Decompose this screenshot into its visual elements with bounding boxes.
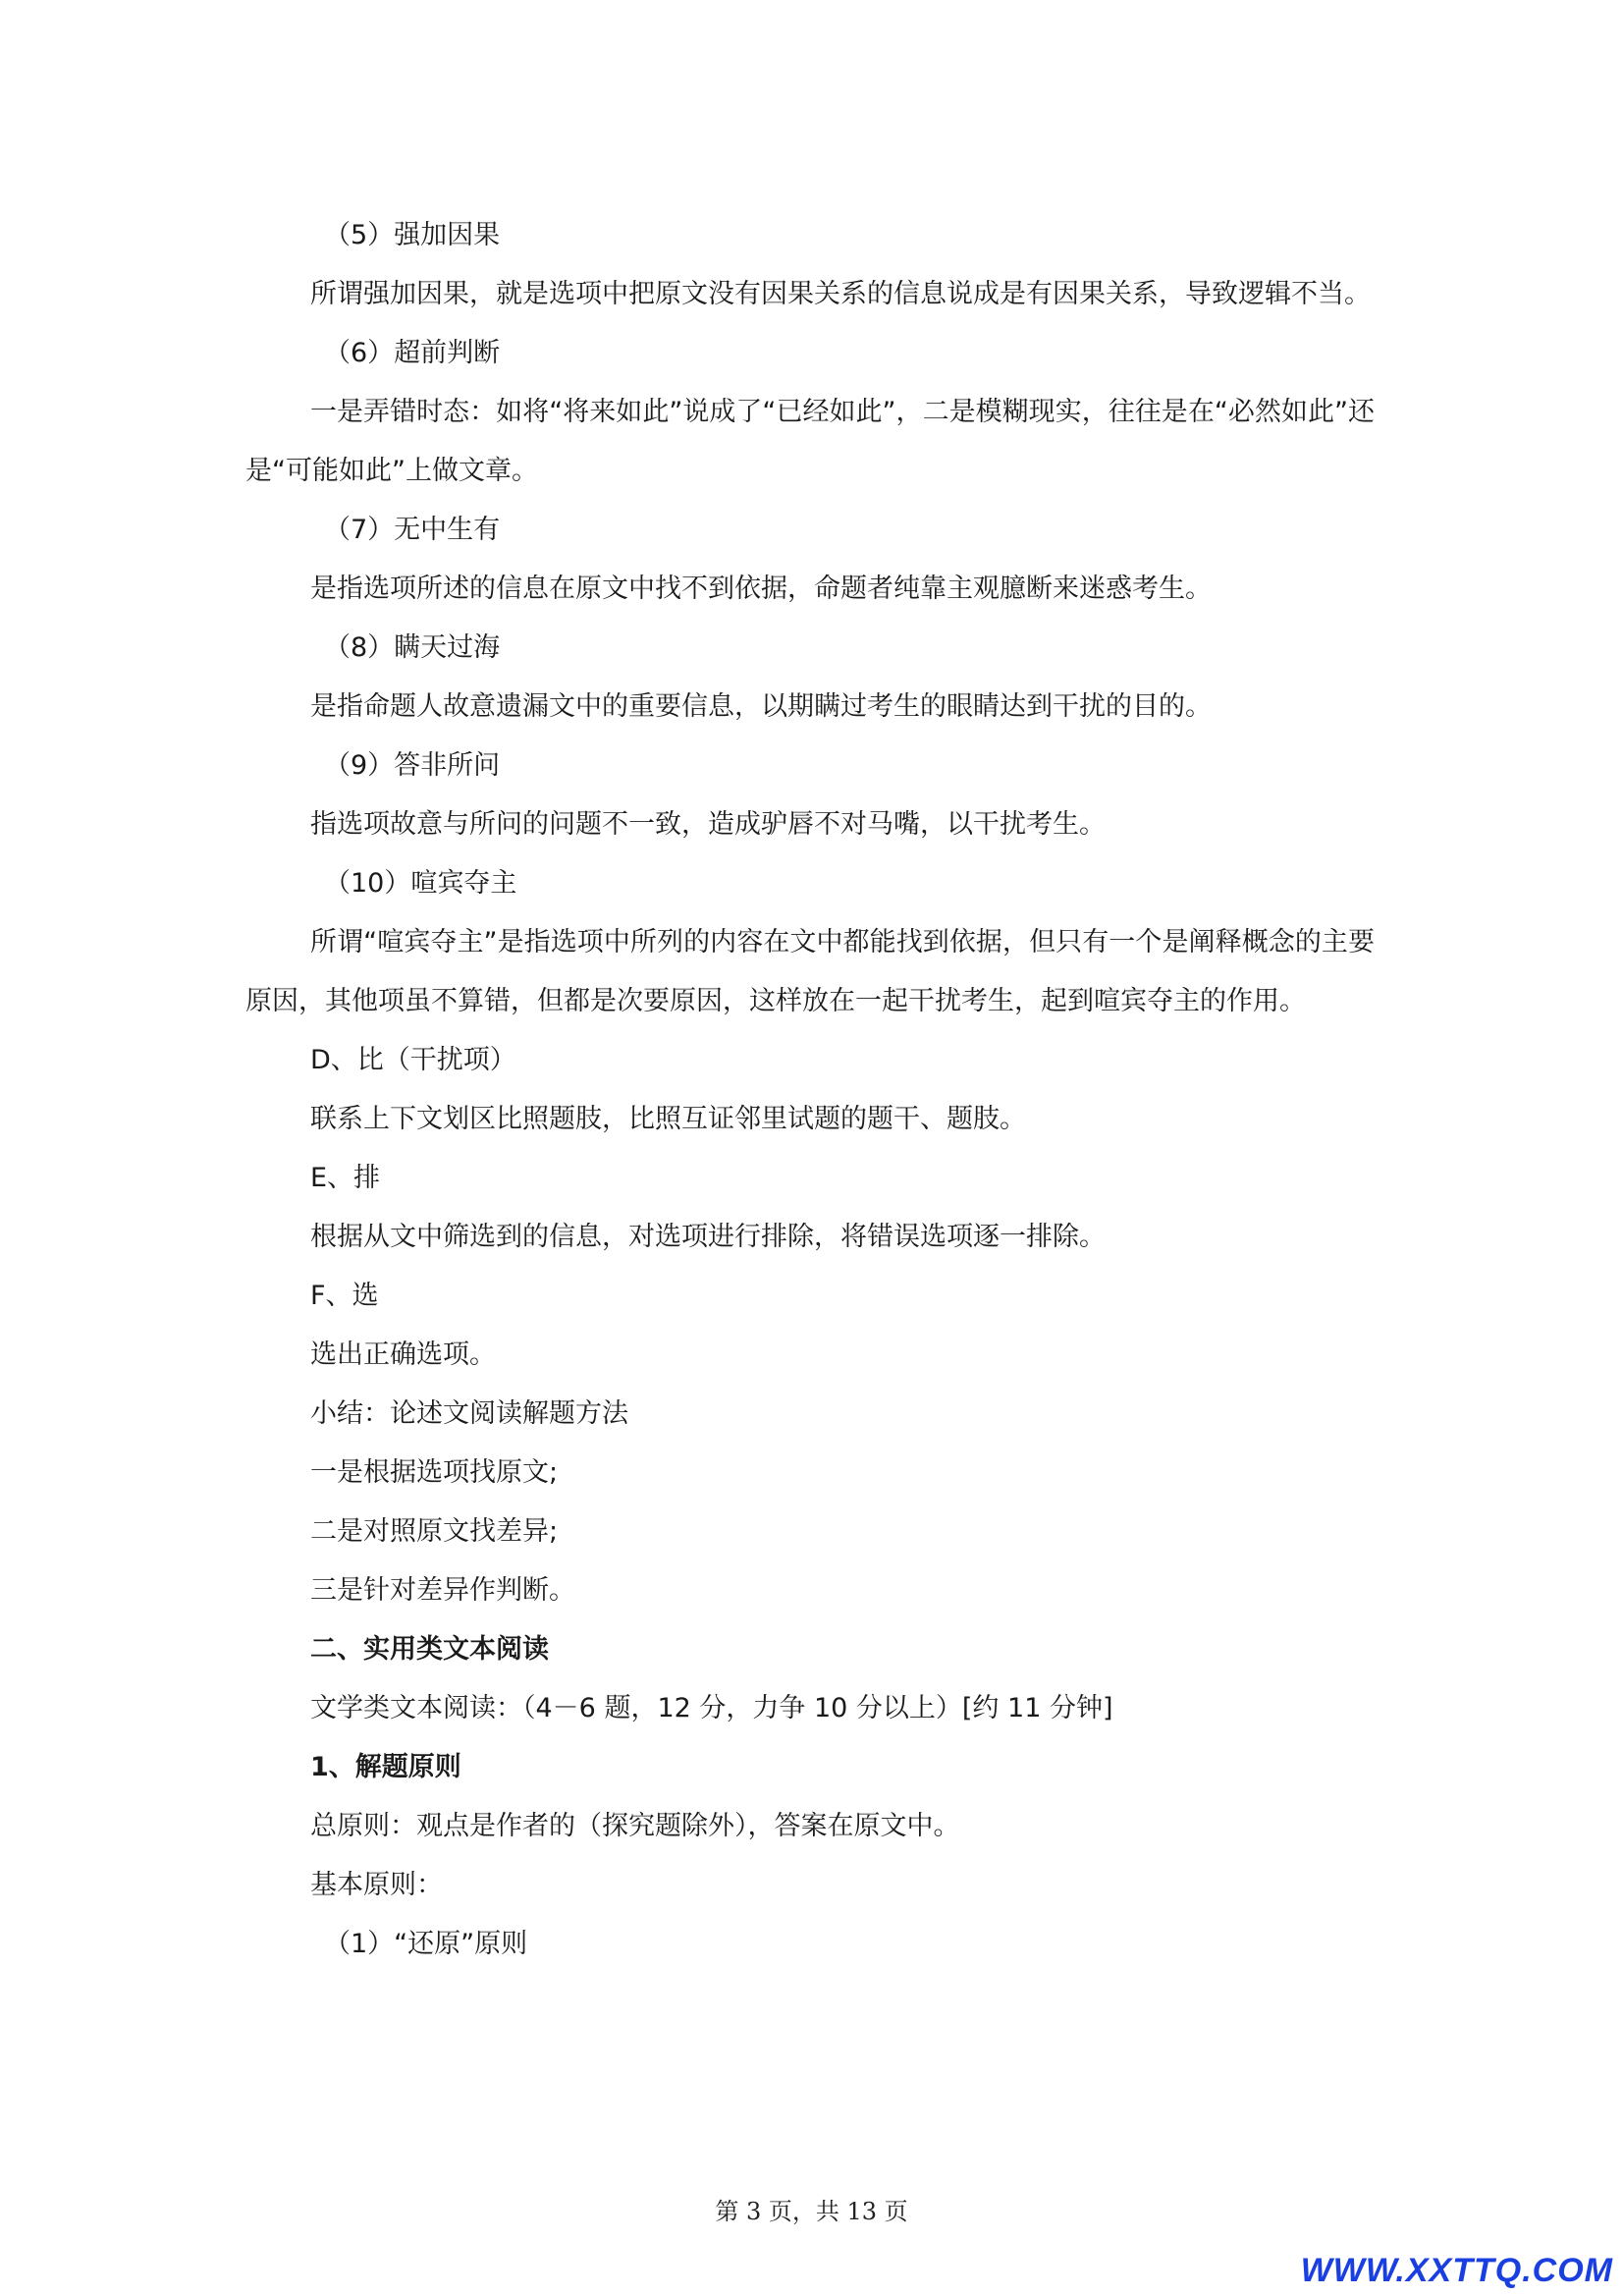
subsection-label: F、选 (310, 1281, 379, 1311)
paragraph: 根据从文中筛选到的信息，对选项进行排除，将错误选项逐一排除。 (310, 1222, 1106, 1252)
section-title: 1、解题原则 (310, 1752, 461, 1782)
paragraph: 基本原则： (310, 1870, 443, 1900)
paragraph: 选出正确选项。 (310, 1339, 496, 1370)
paragraph: 文学类文本阅读：（4－6 题，12 分，力争 10 分以上）[约 11 分钟] (310, 1693, 1113, 1723)
paragraph: 所谓“喧宾夺主”是指选项中所列的内容在文中都能找到依据，但只有一个是阐释概念的主要原因，其他项虽不算错，但都是次要原因，这样放在一起干扰考生，起到喧宾夺主的作用。 (245, 927, 1375, 1016)
section-title: 二、实用类文本阅读 (310, 1634, 549, 1665)
paragraph: 总原则：观点是作者的（探究题除外），答案在原文中。 (310, 1811, 960, 1841)
paragraph: 一是弄错时态：如将“将来如此”说成了“已经如此”，二是模糊现实，往往是在“必然如此”还是“可能如此”上做文章。 (245, 397, 1375, 486)
summary-title: 小结：论述文阅读解题方法 (310, 1398, 628, 1429)
paragraph: 指选项故意与所问的问题不一致，造成驴唇不对马嘴，以干扰考生。 (310, 809, 1106, 840)
section-heading: （8）瞒天过海 (324, 632, 501, 663)
paragraph: 所谓强加因果，就是选项中把原文没有因果关系的信息说成是有因果关系，导致逻辑不当。 (310, 279, 1371, 309)
section-heading: （1）“还原”原则 (324, 1929, 528, 1959)
section-heading: （9）答非所问 (324, 750, 501, 781)
section-heading: （10）喧宾夺主 (324, 868, 517, 899)
subsection-label: E、排 (310, 1163, 381, 1193)
summary-item: 一是根据选项找原文; (310, 1457, 559, 1488)
paragraph: 是指选项所述的信息在原文中找不到依据，命题者纯靠主观臆断来迷惑考生。 (310, 574, 1212, 604)
watermark-logo: WWW.XXTTQ.COM (1300, 2252, 1613, 2289)
summary-item: 三是针对差异作判断。 (310, 1575, 575, 1606)
section-heading: （6）超前判断 (324, 338, 501, 368)
document-body (245, 206, 1375, 1974)
section-heading: （7）无中生有 (324, 515, 501, 545)
page-number-footer: 第 3 页，共 13 页 (715, 2198, 908, 2225)
paragraph: 联系上下文划区比照题肢，比照互证邻里试题的题干、题肢。 (310, 1104, 1026, 1134)
subsection-label: D、比（干扰项） (310, 1045, 516, 1075)
section-heading: （5）强加因果 (324, 220, 501, 250)
paragraph: 是指命题人故意遗漏文中的重要信息，以期瞒过考生的眼睛达到干扰的目的。 (310, 691, 1212, 722)
summary-item: 二是对照原文找差异; (310, 1516, 559, 1547)
